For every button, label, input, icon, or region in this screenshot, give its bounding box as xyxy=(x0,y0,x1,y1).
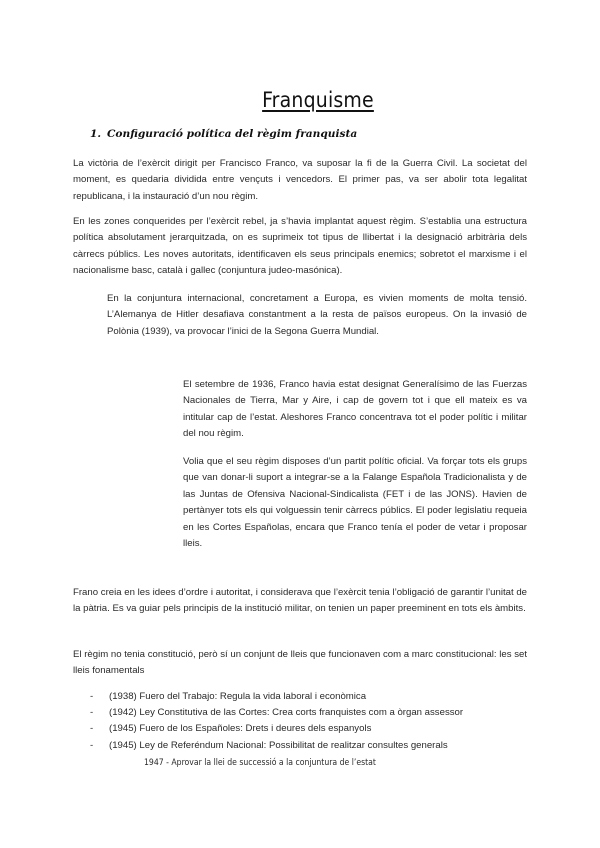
bullet-dash: - xyxy=(90,691,94,702)
succession-law-note: 1947 - Aprovar la llei de successió a la conjuntura de l’estat xyxy=(144,758,376,768)
paragraph-conquered-zones: En les zones conquerides per l’exèrcit rebel, ja s’havia implantat aquest règim. S’establia una estructura política absolutament jerarquitzada, on es suprimeix tot tipus de llibertat i la designació arbitrària dels càrrecs públics. Les noves autoritats, identificaven els seus principals enemics; sobretot el marxisme i el nacionalisme basc, català i gallec (conjuntura judeo-masónica). xyxy=(73,216,527,277)
section-title: Configuració política del règim franquista xyxy=(107,128,358,140)
law-text: (1938) Fuero del Trabajo: Regula la vida laboral i econòmica xyxy=(109,691,367,702)
section-heading xyxy=(90,128,357,140)
bullet-dash: - xyxy=(90,739,94,751)
list-item xyxy=(73,689,527,705)
paragraph-international-context: En la conjuntura internacional, concretament a Europa, es vivien moments de molta tensió. L’Alemanya de Hitler desafiava constantment a la resta de països europeus. On la invasió de Polònia (1939), va provocar l’inici de la Segona Guerra Mundial. xyxy=(107,293,527,337)
paragraph-official-party: Volia que el seu règim disposes d’un partit polític oficial. Va forçar tots els grups que van donar-li suport a integrar-se a la Falange Española Tradicionalista y de las Juntas de Ofensiva Nacional-Sindicalista (FET i de las JONS). Havien de pertànyer tots els qui volguessin tenir càrrecs públics. El poder legislatiu requeia en les Cortes Españolas, encara que Franco tenía el poder de vetar i proposar lleis. xyxy=(183,456,527,550)
list-item xyxy=(73,721,527,737)
fundamental-laws-list xyxy=(73,689,527,754)
paragraph-franco-generalisimo: El setembre de 1936, Franco havia estat designat Generalísimo de las Fuerzas Nacionales de Tierra, Mar y Aire, i cap de govern tot i que ell mateix es va intitular cap de l’estat. Aleshores Franco concentrava tot el poder polític i militar del nou règim. xyxy=(183,379,527,440)
law-text: (1945) Fuero de los Españoles: Drets i deures dels espanyols xyxy=(109,723,372,735)
bullet-dash: - xyxy=(90,707,94,719)
paragraph-order-authority: Frano creia en les idees d’ordre i autoritat, i considerava que l’exèrcit tenia l’obligació de garantir l’unitat de la pàtria. Es va guiar pels principis de la institució militar, on tenien un paper preeminent en tots els àmbits. xyxy=(73,587,527,615)
paragraph-fundamental-laws-intro: El règim no tenia constitució, però sí un conjunt de lleis que funcionaven com a marc constitucional: les set lleis fonamentals xyxy=(73,649,527,677)
section-number: 1. xyxy=(90,128,102,140)
list-item xyxy=(73,705,527,721)
bullet-dash: - xyxy=(90,723,94,735)
paragraph-end-of-civil-war: La victòria de l’exèrcit dirigit per Francisco Franco, va suposar la fi de la Guerra Civil. La societat del moment, es quedaria dividida entre vençuts i vencedors. El primer pas, va ser abolir tota legalitat republicana, i la instauració d’un nou règim. xyxy=(73,158,527,202)
list-item xyxy=(73,738,527,754)
law-text: (1945) Ley de Referéndum Nacional: Possibilitat de realitzar consultes generals xyxy=(109,739,448,751)
law-text: (1942) Ley Constitutiva de las Cortes: Crea corts franquistes com a òrgan assessor xyxy=(109,707,464,719)
page-title: Franquisme xyxy=(262,88,374,112)
